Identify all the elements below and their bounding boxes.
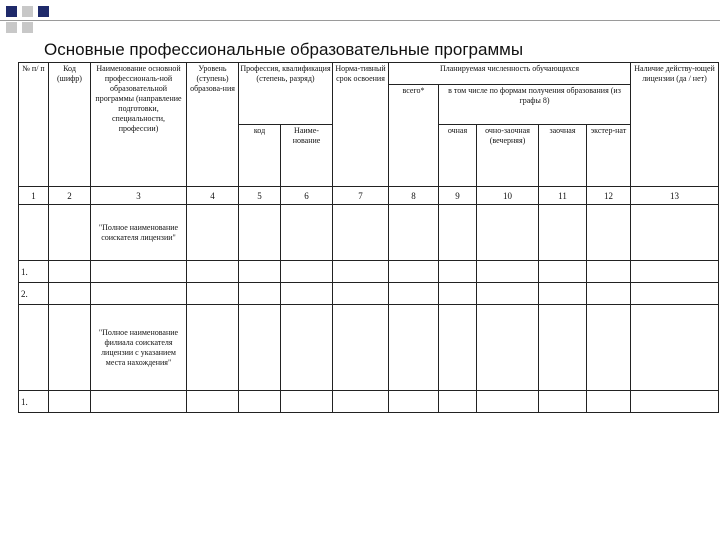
row-number: [19, 205, 49, 261]
colnum-2: 2: [49, 187, 91, 205]
row-program-name: "Полное наименование соискателя лицензии": [91, 205, 187, 261]
header-correspondence: заочная: [539, 125, 587, 187]
table-row: [19, 305, 719, 391]
row-program-name: [91, 391, 187, 413]
table-row: [19, 261, 719, 283]
deco-square-light-1: [22, 6, 33, 17]
header-code: Код (шифр): [49, 63, 91, 187]
colnum-1: 1: [19, 187, 49, 205]
table-row: [19, 391, 719, 413]
header-license: Наличие действу-ющей лицензии (да / нет): [631, 63, 719, 187]
table-row: [19, 205, 719, 261]
row-number: 1.: [19, 391, 49, 413]
header-level: Уровень (ступень) образова-ния: [187, 63, 239, 187]
header-duration: Норма-тивный срок освоения: [333, 63, 389, 187]
header-planned-count: Планируемая численность обучающихся: [389, 63, 631, 85]
colnum-10: 10: [477, 187, 539, 205]
colnum-13: 13: [631, 187, 719, 205]
colnum-9: 9: [439, 187, 477, 205]
deco-square-dark-2: [6, 22, 17, 33]
header-by-form: в том числе по формам получения образования (из графы 8): [439, 85, 631, 125]
programs-table: [18, 62, 719, 413]
colnum-3: 3: [91, 187, 187, 205]
colnum-7: 7: [333, 187, 389, 205]
colnum-6: 6: [281, 187, 333, 205]
header-full-time: очная: [439, 125, 477, 187]
row-program-name: [91, 283, 187, 305]
header-qual-name: Наиме-нование: [281, 125, 333, 187]
header-external: экстер-нат: [587, 125, 631, 187]
header-part-time: очно-заочная (вечерняя): [477, 125, 539, 187]
page-title: Основные профессиональные образовательные программы: [44, 40, 524, 59]
colnum-8: 8: [389, 187, 439, 205]
colnum-11: 11: [539, 187, 587, 205]
colnum-5: 5: [239, 187, 281, 205]
header-rule: [0, 20, 720, 21]
deco-square-light-3: [22, 22, 33, 33]
row-number: 1.: [19, 261, 49, 283]
row-program-name: [91, 261, 187, 283]
header-total: всего*: [389, 85, 439, 187]
deco-square-dark-1: [6, 6, 17, 17]
header-number: № п/ п: [19, 63, 49, 187]
header-program-name: Наименование основной профессиональ-ной образовательной программы (направление подготовки, специальности, профессии): [91, 63, 187, 187]
colnum-4: 4: [187, 187, 239, 205]
row-number: 2.: [19, 283, 49, 305]
colnum-12: 12: [587, 187, 631, 205]
row-program-name: "Полное наименование филиала соискателя лицензии с указанием места нахождения": [91, 305, 187, 391]
table-row: [19, 283, 719, 305]
header-qual-code: код: [239, 125, 281, 187]
deco-square-light-2: [38, 6, 49, 17]
header-qualification: Профессия, квалификация (степень, разряд): [239, 63, 333, 125]
row-number: [19, 305, 49, 391]
